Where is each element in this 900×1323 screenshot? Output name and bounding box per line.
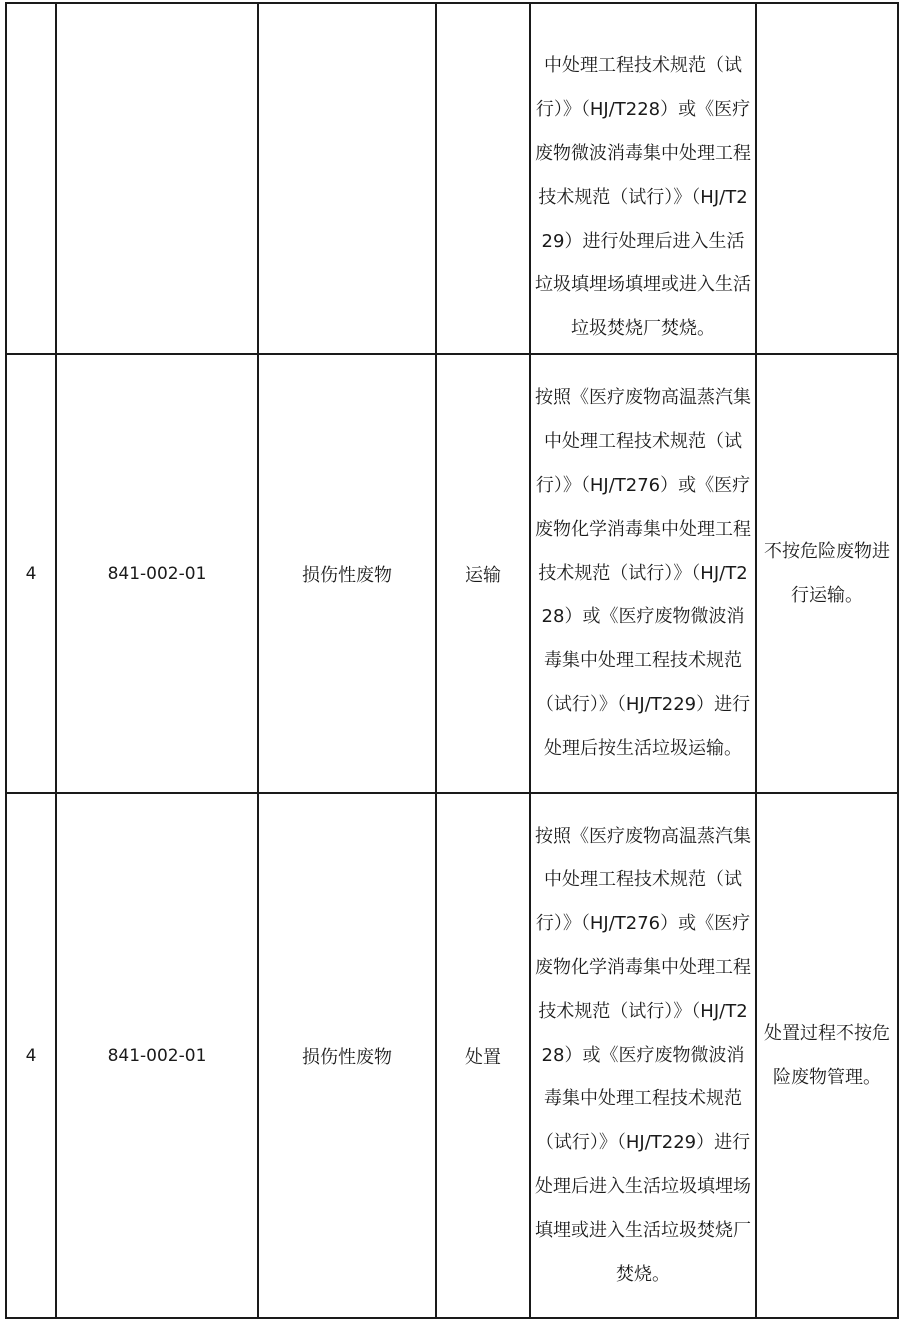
condition-text: 按照《医疗废物高温蒸汽集中处理工程技术规范（试行）》（HJ/T276）或《医疗废物化学消毒集中处理工程技术规范（试行）》（HJ/T228）或《医疗废物微波消毒集中处理工程技术规范（试行）》（HJ/T229）进行处理后进入生活垃圾填埋场填埋或进入生活垃圾焚烧厂焚烧。 — [535, 825, 751, 1285]
cell-exempt-content — [756, 354, 898, 793]
condition-text: 中处理工程技术规范（试行）》（HJ/T228）或《医疗废物微波消毒集中处理工程技术规范（试行）》（HJ/T229）进行处理后进入生活垃圾填埋场填埋或进入生活垃圾焚烧厂焚烧。 — [535, 55, 751, 340]
cell-number: 4 — [6, 793, 56, 1318]
cell-waste-name: 损伤性废物 — [258, 354, 436, 793]
cell-exempt-condition — [530, 354, 756, 793]
exemption-text: 处置过程不按危险废物管理。 — [764, 1022, 890, 1088]
cell-waste-code — [56, 3, 258, 354]
condition-text: 按照《医疗废物高温蒸汽集中处理工程技术规范（试行）》（HJ/T276）或《医疗废物化学消毒集中处理工程技术规范（试行）》（HJ/T228）或《医疗废物微波消毒集中处理工程技术规范（试行）》（HJ/T229）进行处理后按生活垃圾运输。 — [535, 387, 751, 759]
table-row — [6, 793, 898, 1318]
table-row — [6, 354, 898, 793]
cell-exempt-stage: 处置 — [436, 793, 530, 1318]
table-row — [6, 3, 898, 354]
cell-waste-code: 841-002-01 — [56, 793, 258, 1318]
cell-waste-name: 损伤性废物 — [258, 793, 436, 1318]
exemption-table — [5, 2, 899, 1319]
cell-waste-name — [258, 3, 436, 354]
cell-exempt-stage: 运输 — [436, 354, 530, 793]
cell-number — [6, 3, 56, 354]
cell-exempt-condition — [530, 793, 756, 1318]
cell-exempt-content — [756, 3, 898, 354]
cell-exempt-content — [756, 793, 898, 1318]
cell-exempt-condition — [530, 3, 756, 354]
cell-waste-code: 841-002-01 — [56, 354, 258, 793]
cell-exempt-stage — [436, 3, 530, 354]
exemption-text: 不按危险废物进行运输。 — [764, 540, 890, 606]
cell-number: 4 — [6, 354, 56, 793]
